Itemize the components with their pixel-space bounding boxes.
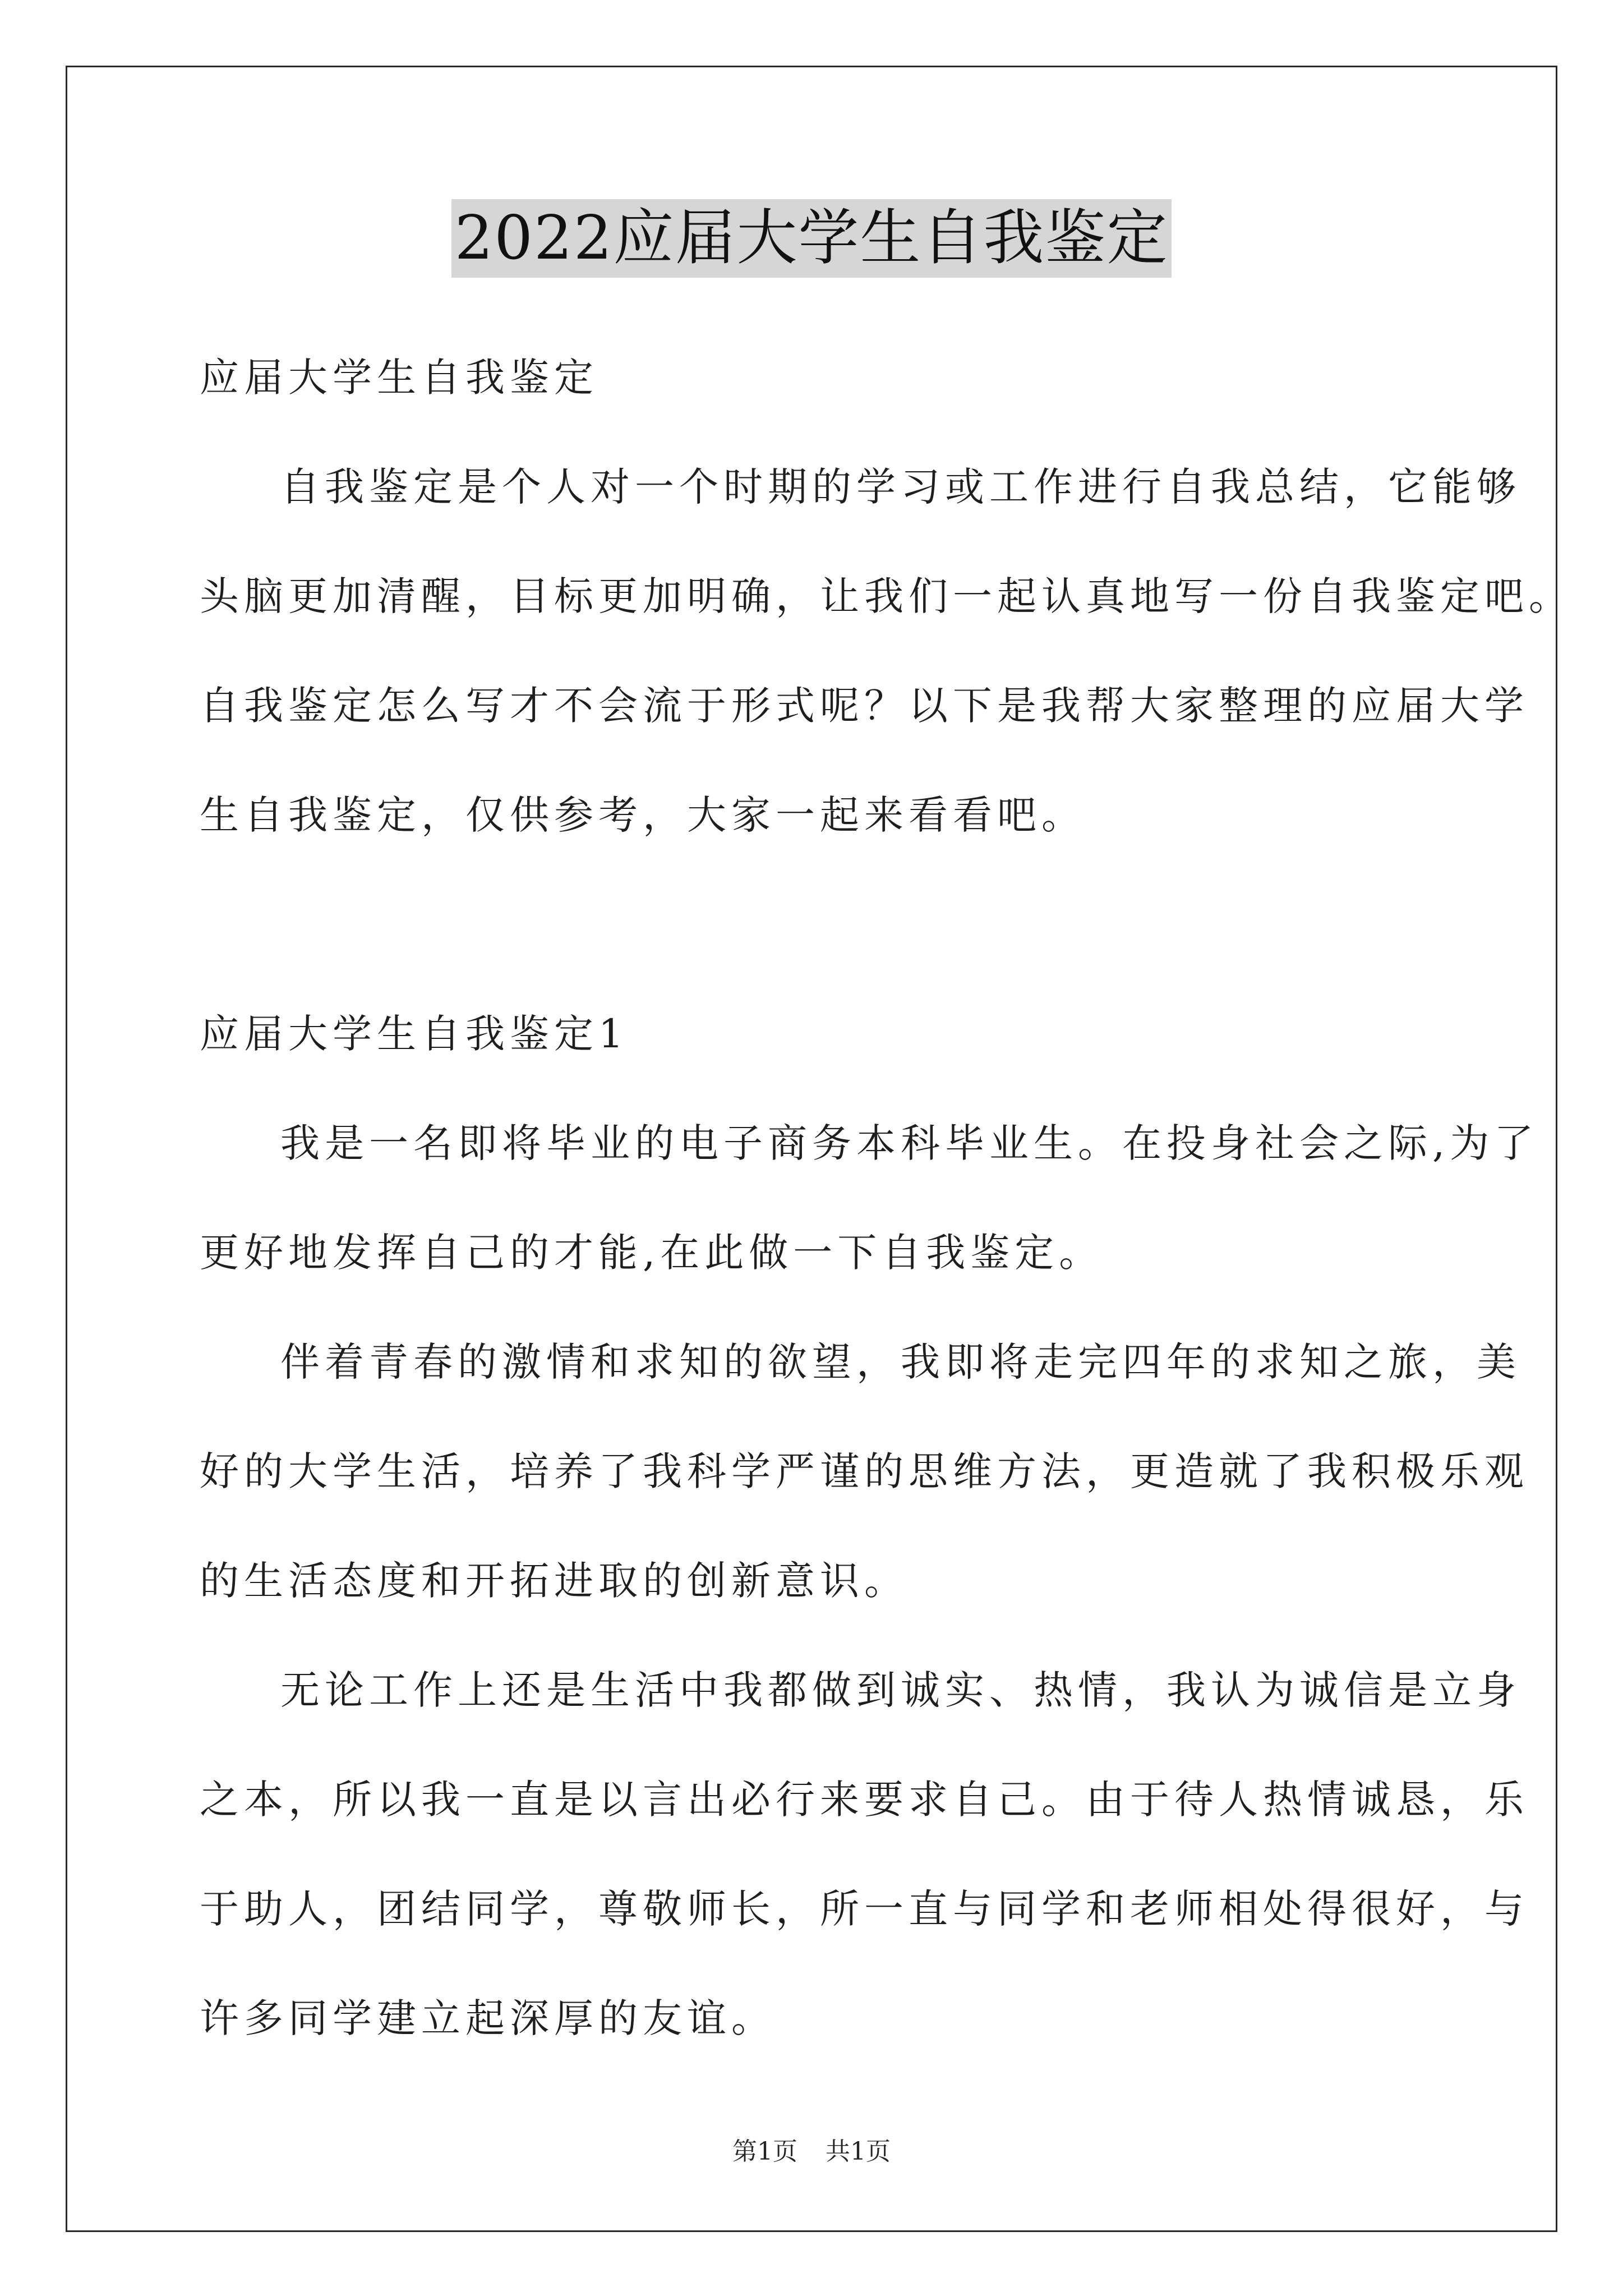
intro-line-2: 头脑更加清醒，目标更加明确，让我们一起认真地写一份自我鉴定吧。 — [200, 573, 1573, 619]
document-title: 2022应届大学生自我鉴定 — [451, 199, 1172, 278]
section1-line-2: 更好地发挥自己的才能,在此做一下自我鉴定。 — [200, 1230, 1104, 1276]
section1-line-3: 伴着青春的激情和求知的欲望，我即将走完四年的求知之旅，美 — [280, 1339, 1521, 1385]
section1-line-8: 于助人，团结同学，尊敬师长，所一直与同学和老师相处得很好，与 — [200, 1886, 1529, 1932]
section1-line-9: 许多同学建立起深厚的友谊。 — [200, 1995, 776, 2041]
section1-line-7: 之本，所以我一直是以言出必行来要求自己。由于待人热情诚恳，乐 — [200, 1777, 1529, 1823]
section1-line-1: 我是一名即将毕业的电子商务本科毕业生。在投身社会之际,为了 — [280, 1120, 1539, 1166]
intro-line-4: 生自我鉴定，仅供参考，大家一起来看看吧。 — [200, 792, 1086, 838]
section1-line-5: 的生活态度和开拓进取的创新意识。 — [200, 1558, 909, 1604]
page-footer — [0, 2136, 1623, 2168]
intro-line-1: 自我鉴定是个人对一个时期的学习或工作进行自我总结，它能够 — [280, 464, 1521, 510]
page-number: 第1页 — [732, 2137, 797, 2166]
intro-heading: 应届大学生自我鉴定 — [200, 355, 598, 401]
title-container — [0, 199, 1623, 278]
section1-line-4: 好的大学生活，培养了我科学严谨的思维方法，更造就了我积极乐观 — [200, 1448, 1529, 1494]
intro-line-3: 自我鉴定怎么写才不会流于形式呢？以下是我帮大家整理的应届大学 — [200, 683, 1529, 729]
section1-heading: 应届大学生自我鉴定1 — [200, 1011, 629, 1057]
page-total: 共1页 — [826, 2137, 891, 2166]
section1-line-6: 无论工作上还是生活中我都做到诚实、热情，我认为诚信是立身 — [280, 1667, 1521, 1713]
